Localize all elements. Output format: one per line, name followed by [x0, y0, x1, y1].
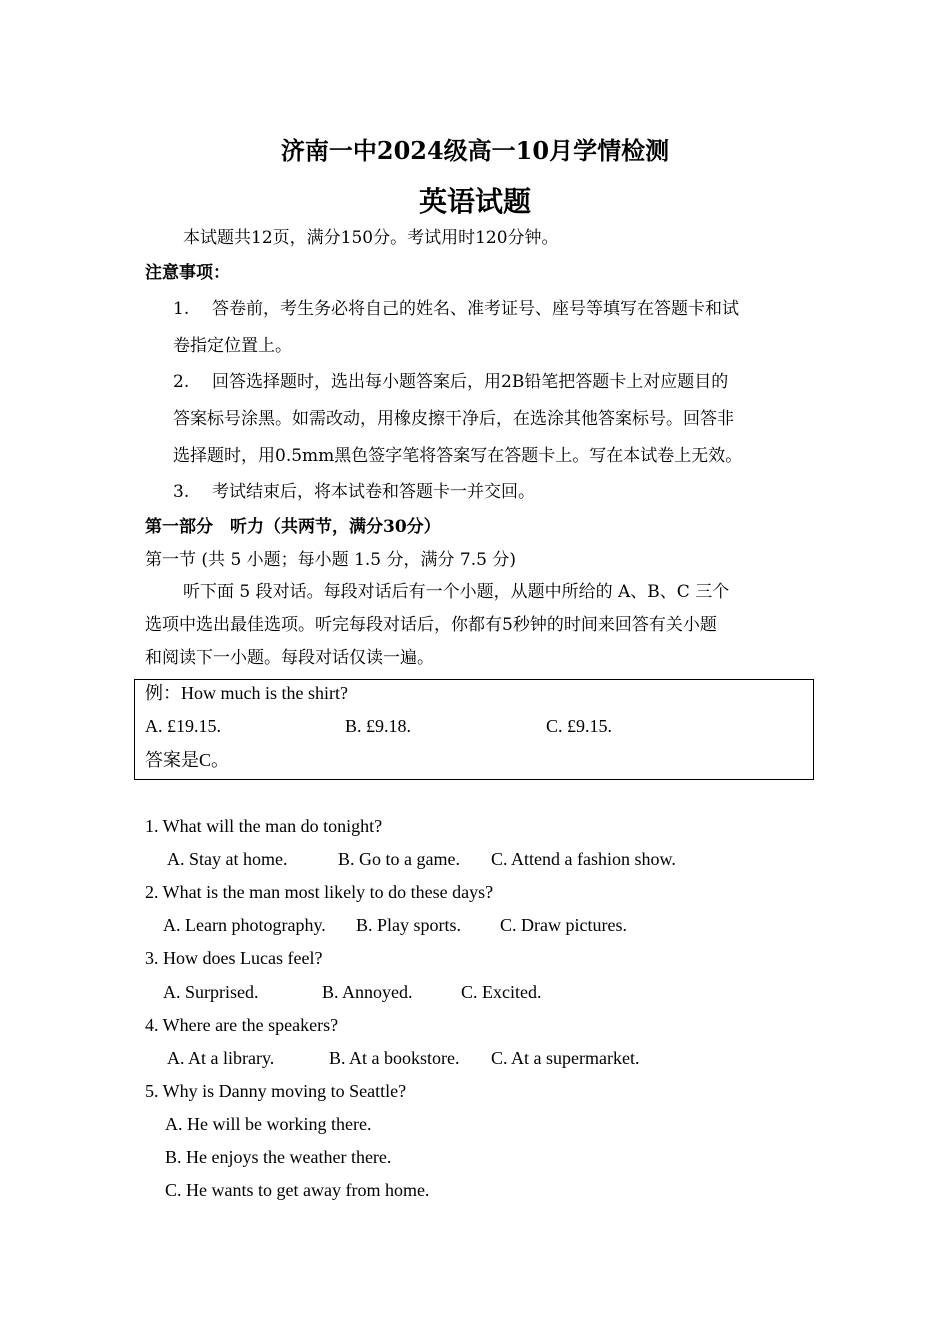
part1-instructions-line-1: 听下面 5 段对话。每段对话后有一个小题，从题中所给的 A、B、C 三个 [183, 582, 730, 602]
question-3-option-c: C. Excited. [461, 982, 542, 1002]
notice-heading: 注意事项： [145, 263, 230, 283]
question-4: 4. Where are the speakers? [145, 1015, 339, 1035]
notice-item-3-number: 3. [173, 482, 190, 502]
question-4-option-b: B. At a bookstore. [329, 1048, 460, 1068]
exam-subtitle: 英语试题 [418, 185, 531, 218]
question-1-option-c: C. Attend a fashion show. [491, 849, 676, 869]
question-1: 1. What will the man do tonight? [145, 816, 383, 836]
example-option-c: C. £9.15. [546, 716, 613, 736]
question-4-option-c: C. At a supermarket. [491, 1048, 640, 1068]
notice-item-3-line-1: 考试结束后，将本试卷和答题卡一并交回。 [212, 482, 535, 502]
example-option-b: B. £9.18. [345, 716, 412, 736]
question-3-option-a: A. Surprised. [163, 982, 259, 1002]
question-2-option-a: A. Learn photography. [163, 915, 326, 935]
notice-item-1-line-2: 卷指定位置上。 [173, 336, 292, 356]
notice-item-1-number: 1. [173, 299, 190, 319]
notice-item-2-number: 2. [173, 372, 190, 392]
notice-item-2-line-2: 答案标号涂黑。如需改动，用橡皮擦干净后，在选涂其他答案标号。回答非 [173, 409, 734, 429]
notice-item-2-line-1: 回答选择题时，选出每小题答案后，用2B铅笔把答题卡上对应题目的 [212, 372, 729, 392]
part1-instructions-line-2: 选项中选出最佳选项。听完每段对话后，你都有5秒钟的时间来回答有关小题 [145, 615, 717, 635]
example-answer: 答案是C。 [145, 750, 230, 770]
question-1-option-b: B. Go to a game. [338, 849, 460, 869]
question-5-option-a: A. He will be working there. [165, 1114, 372, 1134]
part1-section1-heading: 第一节 (共 5 小题；每小题 1.5 分，满分 7.5 分) [145, 550, 516, 570]
question-1-option-a: A. Stay at home. [167, 849, 288, 869]
question-4-option-a: A. At a library. [167, 1048, 275, 1068]
part1-instructions-line-3: 和阅读下一小题。每段对话仅读一遍。 [145, 648, 434, 668]
question-5-option-c: C. He wants to get away from home. [165, 1180, 430, 1200]
notice-item-1-line-1: 答卷前，考生务必将自己的姓名、准考证号、座号等填写在答题卡和试 [212, 299, 739, 319]
question-5: 5. Why is Danny moving to Seattle? [145, 1081, 407, 1101]
question-3: 3. How does Lucas feel? [145, 948, 323, 968]
question-5-option-b: B. He enjoys the weather there. [165, 1147, 392, 1167]
exam-intro: 本试题共12页，满分150分。考试用时120分钟。 [183, 228, 559, 248]
question-3-option-b: B. Annoyed. [322, 982, 413, 1002]
example-question: 例：How much is the shirt? [145, 683, 348, 703]
question-2: 2. What is the man most likely to do these days? [145, 882, 494, 902]
question-2-option-b: B. Play sports. [356, 915, 462, 935]
notice-item-2-line-3: 选择题时，用0.5mm黑色签字笔将答案写在答题卡上。写在本试卷上无效。 [173, 446, 743, 466]
exam-title: 济南一中2024级高一10月学情检测 [280, 136, 670, 165]
question-2-option-c: C. Draw pictures. [500, 915, 627, 935]
part1-heading: 第一部分 听力（共两节，满分30分） [145, 517, 441, 537]
example-option-a: A. £19.15. [145, 716, 221, 736]
